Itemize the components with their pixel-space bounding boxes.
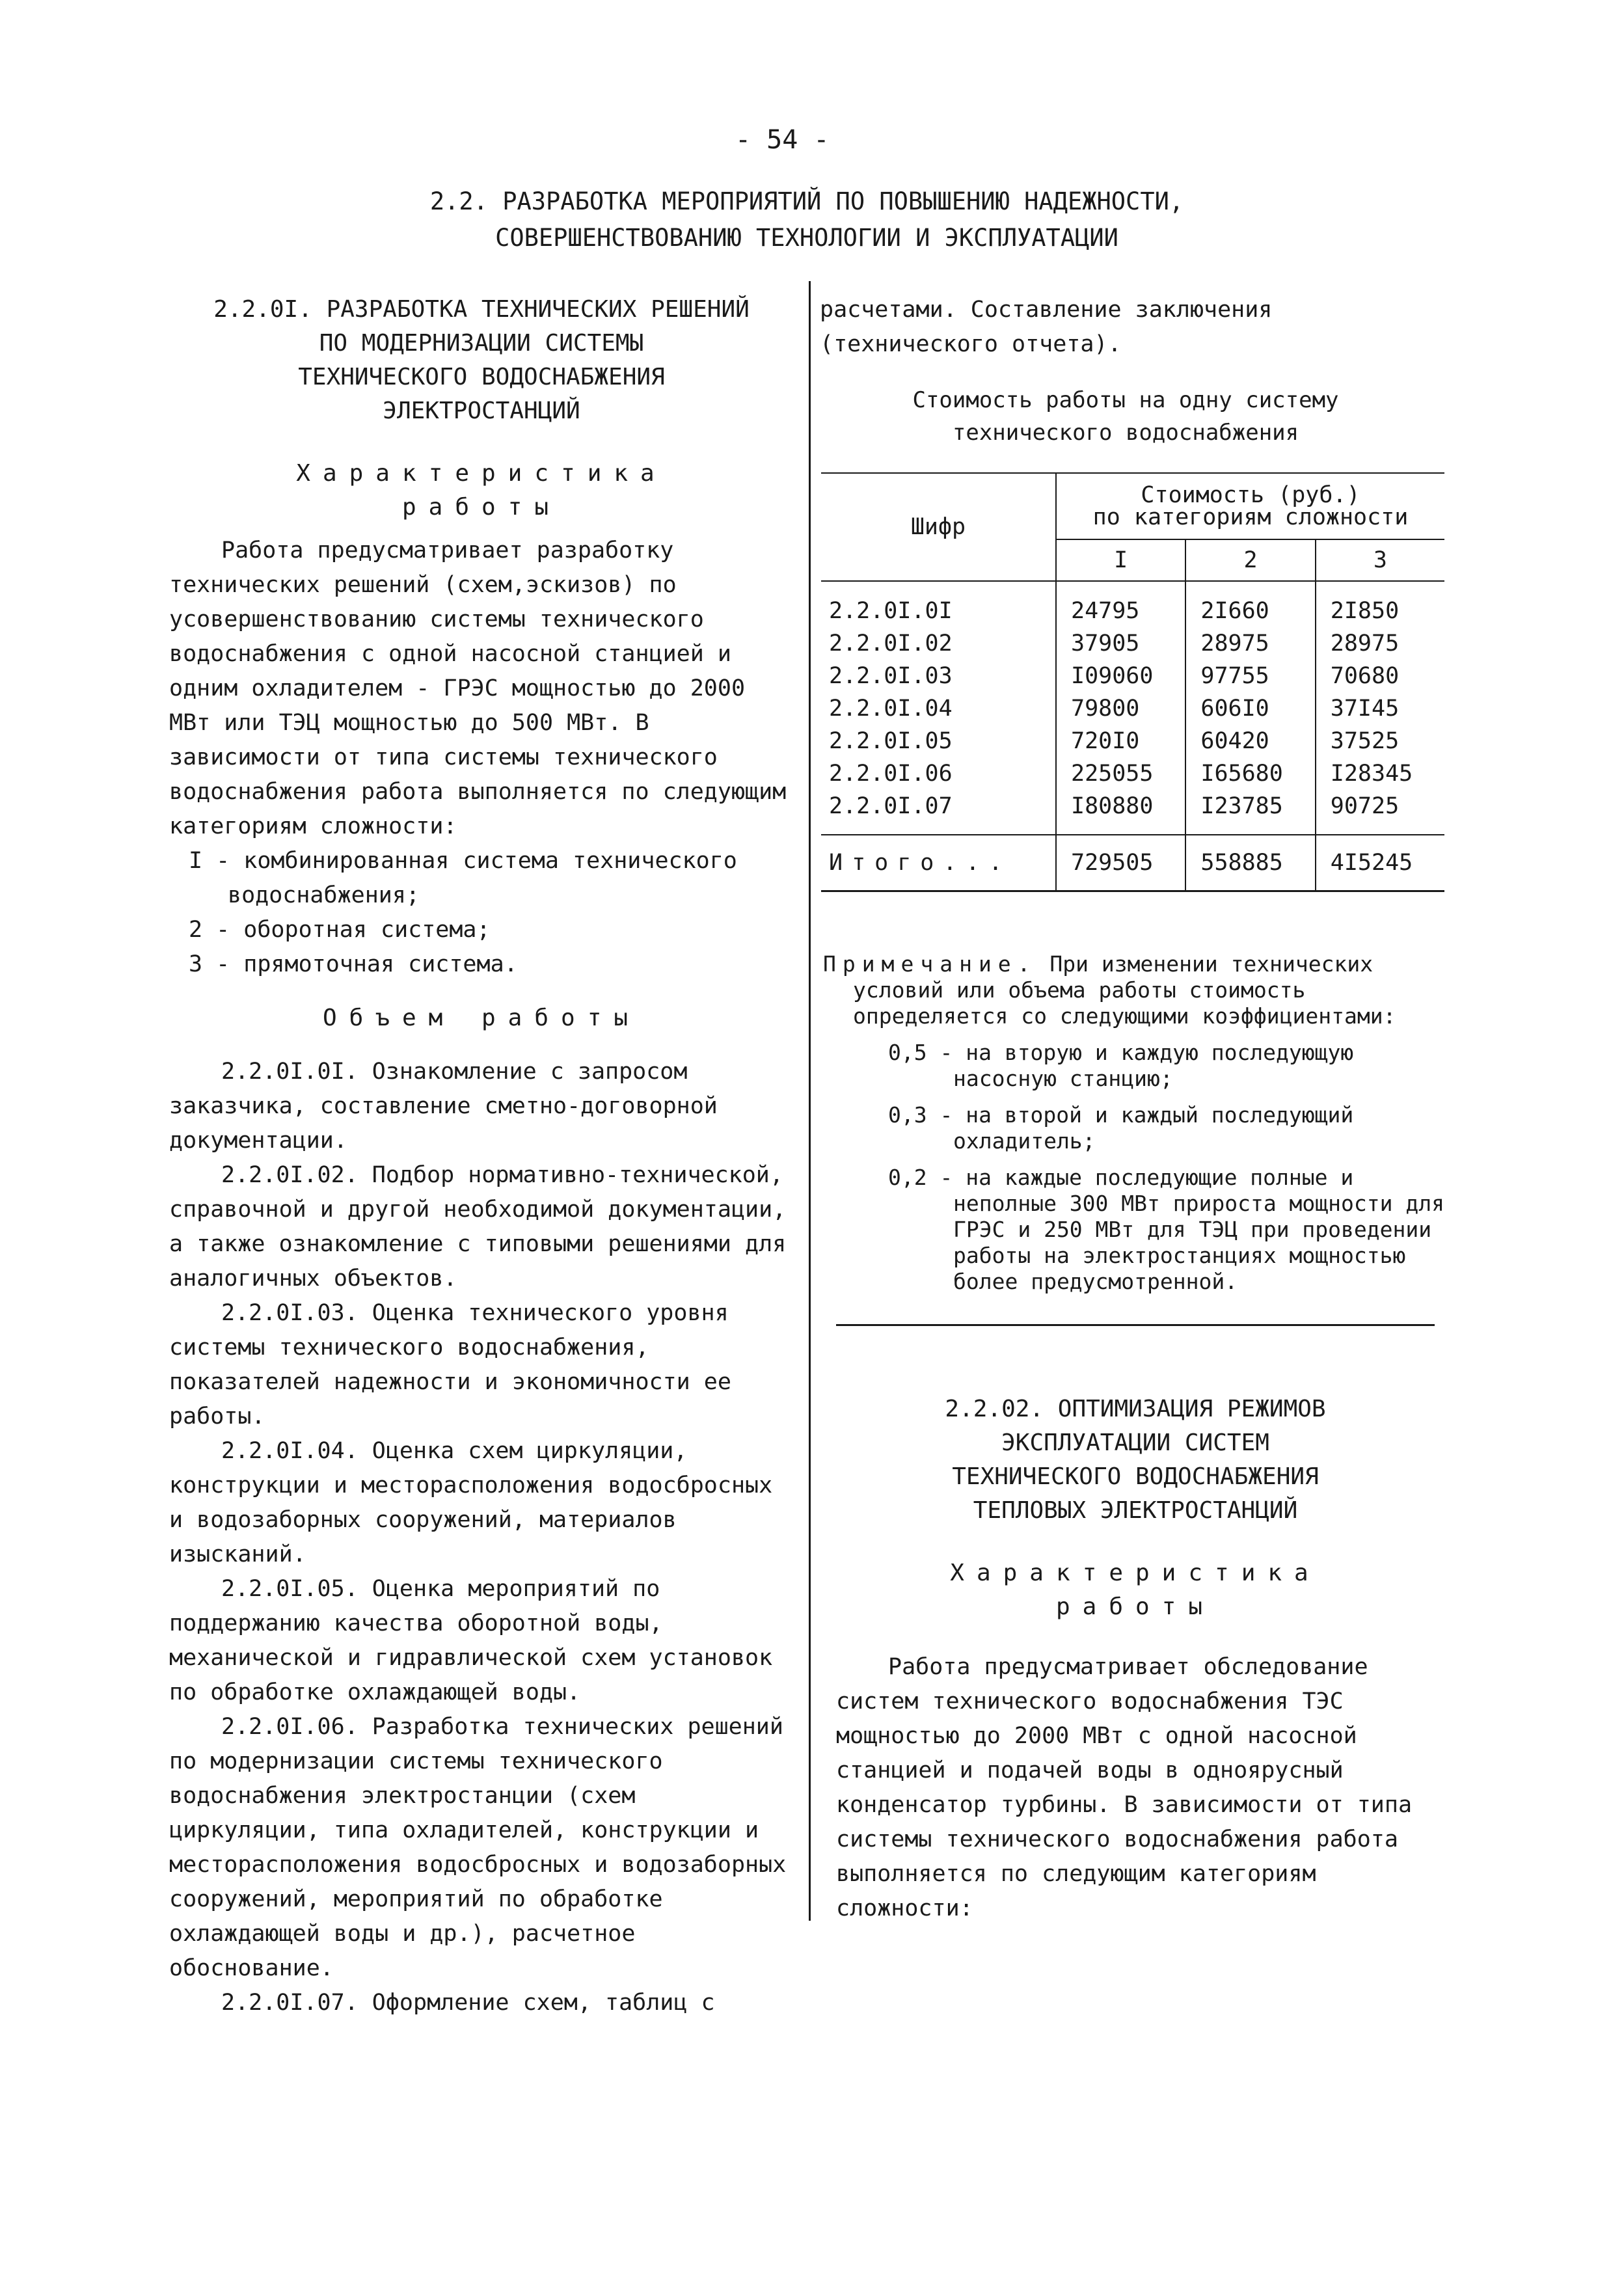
coefficient: 0,2 xyxy=(888,1165,927,1190)
main-title-line-2: СОВЕРШЕНСТВОВАНИЮ ТЕХНОЛОГИИ И ЭКСПЛУАТАЦИИ xyxy=(495,224,1118,252)
section-title-line: ЭЛЕКТРОСТАНЦИЙ xyxy=(383,398,580,424)
section-title-line: ТЕХНИЧЕСКОГО ВОДОСНАБЖЕНИЯ xyxy=(952,1463,1319,1490)
volume-item: 2.2.0I.0I. Ознакомление с запросом заказчика, составление сметно-договорной документации. xyxy=(169,1059,718,1154)
section2-paragraph: Работа предусматривает обследование систем технического водоснабжения ТЭС мощностью до 2000 МВт с одной насосной станцией и подачей воды в одноярусный конденсатор турбины. В зависимости от типа системы технического водоснабжения работа выполняется по следующим категориям сложности: xyxy=(836,1654,1413,1921)
col-code-header: Шифр xyxy=(821,473,1056,581)
characteristic-paragraph: Работа предусматривает разработку технических решений (схем,эскизов) по усовершенствованию системы технического водоснабжения с одной насосной станцией и одним охладителем - ГРЭС мощностью до 2000 МВт или ТЭЦ мощностью до 500 МВт. В зависимости от типа системы технического водоснабжения работа выполняется по следующим категориям сложности: xyxy=(169,537,787,839)
section-title-2-2-02 xyxy=(836,1392,1435,1528)
section-title-2-2-01 xyxy=(169,293,794,428)
note-text: При изменении технических условий или объема работы стоимость определяется со следующими коэффициентами: xyxy=(853,951,1396,1029)
total-value: 4I5245 xyxy=(1316,835,1444,891)
cell-value: 70680 xyxy=(1316,660,1444,692)
table-row xyxy=(821,692,1444,725)
total-value: 729505 xyxy=(1056,835,1185,891)
volume-item: 2.2.0I.03. Оценка технического уровня системы технического водоснабжения, показателей надежности и экономичности ее работы. xyxy=(169,1300,731,1429)
coefficient: 0,3 xyxy=(888,1102,927,1128)
left-column xyxy=(169,293,794,2020)
cell-value: 225055 xyxy=(1056,757,1185,790)
section-title-line: ПО МОДЕРНИЗАЦИИ СИСТЕМЫ xyxy=(319,330,644,357)
note-item xyxy=(888,1040,1448,1092)
category-header: I xyxy=(1056,539,1185,581)
table-row xyxy=(821,627,1444,660)
cell-value: 97755 xyxy=(1185,660,1315,692)
col-cost-header xyxy=(1056,473,1444,539)
total-label: Итого... xyxy=(821,835,1056,891)
total-row xyxy=(821,835,1444,891)
total-value: 558885 xyxy=(1185,835,1315,891)
cell-value: 24795 xyxy=(1056,581,1185,627)
cell-value: 28975 xyxy=(1185,627,1315,660)
coefficient: 0,5 xyxy=(888,1040,927,1065)
category-item: 2 - оборотная система; xyxy=(189,917,491,943)
section-title-line: 2.2.0I. РАЗРАБОТКА ТЕХНИЧЕСКИХ РЕШЕНИЙ xyxy=(213,296,750,323)
characteristic-heading xyxy=(169,457,794,524)
cost-table xyxy=(821,472,1444,892)
note-item xyxy=(888,1102,1448,1154)
cell-value: 2I660 xyxy=(1185,581,1315,627)
table-row xyxy=(821,581,1444,627)
volume-item: 2.2.0I.07. Оформление схем, таблиц с xyxy=(221,1990,715,2016)
table-row xyxy=(821,790,1444,835)
cost-header-line: по категориям сложности xyxy=(1092,504,1409,530)
cell-value: 90725 xyxy=(1316,790,1444,835)
section-title-line: ТЕПЛОВЫХ ЭЛЕКТРОСТАНЦИЙ xyxy=(973,1497,1298,1524)
heading-line: работы xyxy=(1055,1593,1215,1620)
heading-line: Характеристика xyxy=(950,1560,1321,1586)
volume-item: 2.2.0I.06. Разработка технических решений по модернизации системы технического водоснабжения электростанции (схем циркуляции, типа охладителей, конструкции и месторасположения водосбросных и водозаборных сооружений, мероприятий по обработке охлаждающей воды и др.), расчетное обоснование. xyxy=(169,1714,787,1981)
row-code: 2.2.0I.0I xyxy=(829,598,953,624)
page-number: - 54 - xyxy=(735,125,830,155)
right-column-bottom xyxy=(836,1392,1435,1926)
section-title-line: 2.2.02. ОПТИМИЗАЦИЯ РЕЖИМОВ xyxy=(945,1396,1326,1422)
category-header: 3 xyxy=(1316,539,1444,581)
note-lead: Примечание. xyxy=(823,951,1037,977)
volume-heading: Объем работы xyxy=(322,1005,641,1031)
volume-item: 2.2.0I.05. Оценка мероприятий по поддержанию качества оборотной воды, механической и гидравлической схем установок по обработке охлаждающей воды. xyxy=(169,1576,773,1705)
row-code: 2.2.0I.06 xyxy=(829,761,953,787)
table-row xyxy=(821,725,1444,757)
continuation-text: расчетами. Составление заключения (технического отчета). xyxy=(820,297,1273,357)
caption-line: технического водоснабжения xyxy=(952,420,1299,446)
row-code: 2.2.0I.02 xyxy=(829,630,953,657)
row-code: 2.2.0I.04 xyxy=(829,696,953,722)
characteristic-heading-2 xyxy=(836,1556,1435,1624)
heading-line: работы xyxy=(401,494,562,521)
volume-item: 2.2.0I.04. Оценка схем циркуляции, конструкции и месторасположения водосбросных и водозаборных сооружений, материалов изысканий. xyxy=(169,1438,773,1567)
cell-value: 37905 xyxy=(1056,627,1185,660)
category-item: I - комбинированная система технического водоснабжения; xyxy=(189,848,737,908)
coefficient-text: - на каждые последующие полные и неполные 300 МВт прироста мощности для ГРЭС и 250 МВт для ТЭЦ при проведении работы на электростанциях мощностью более предусмотренной. xyxy=(940,1165,1444,1294)
volume-item: 2.2.0I.02. Подбор нормативно-технической, справочной и другой необходимой документации, а также ознакомление с типовыми решениями для аналогичных объектов. xyxy=(169,1162,787,1292)
cell-value: 606I0 xyxy=(1185,692,1315,725)
cell-value: 720I0 xyxy=(1056,725,1185,757)
table-row xyxy=(821,660,1444,692)
caption-line: Стоимость работы на одну систему xyxy=(912,387,1339,413)
coefficient-text: - на второй и каждый последующий охладитель; xyxy=(940,1102,1354,1154)
table-caption xyxy=(820,384,1431,449)
cell-value: 37I45 xyxy=(1316,692,1444,725)
table-row xyxy=(821,757,1444,790)
row-code: 2.2.0I.05 xyxy=(829,728,953,754)
row-code: 2.2.0I.07 xyxy=(829,793,953,819)
cell-value: I09060 xyxy=(1056,660,1185,692)
cell-value: I80880 xyxy=(1056,790,1185,835)
category-header: 2 xyxy=(1185,539,1315,581)
coefficient-text: - на вторую и каждую последующую насосную станцию; xyxy=(940,1040,1354,1091)
section-title-line: ЭКСПЛУАТАЦИИ СИСТЕМ xyxy=(1001,1429,1269,1456)
right-column-top xyxy=(820,293,1431,449)
cell-value: 28975 xyxy=(1316,627,1444,660)
main-title-line-1: 2.2. РАЗРАБОТКА МЕРОПРИЯТИЙ ПО ПОВЫШЕНИЮ НАДЕЖНОСТИ, xyxy=(429,187,1184,215)
note-item xyxy=(888,1165,1448,1295)
cell-value: 79800 xyxy=(1056,692,1185,725)
row-code: 2.2.0I.03 xyxy=(829,663,953,689)
cell-value: I23785 xyxy=(1185,790,1315,835)
column-divider xyxy=(809,281,811,1921)
cell-value: I28345 xyxy=(1316,757,1444,790)
cost-header-line: Стоимость (руб.) xyxy=(1141,482,1360,508)
cell-value: I65680 xyxy=(1185,757,1315,790)
table-note xyxy=(823,951,1448,1295)
section-separator xyxy=(836,1324,1435,1326)
heading-line: Характеристика xyxy=(296,460,667,487)
main-title xyxy=(299,183,1314,256)
cell-value: 60420 xyxy=(1185,725,1315,757)
cell-value: 37525 xyxy=(1316,725,1444,757)
section-title-line: ТЕХНИЧЕСКОГО ВОДОСНАБЖЕНИЯ xyxy=(298,364,665,390)
cell-value: 2I850 xyxy=(1316,581,1444,627)
category-item: 3 - прямоточная система. xyxy=(189,951,518,977)
